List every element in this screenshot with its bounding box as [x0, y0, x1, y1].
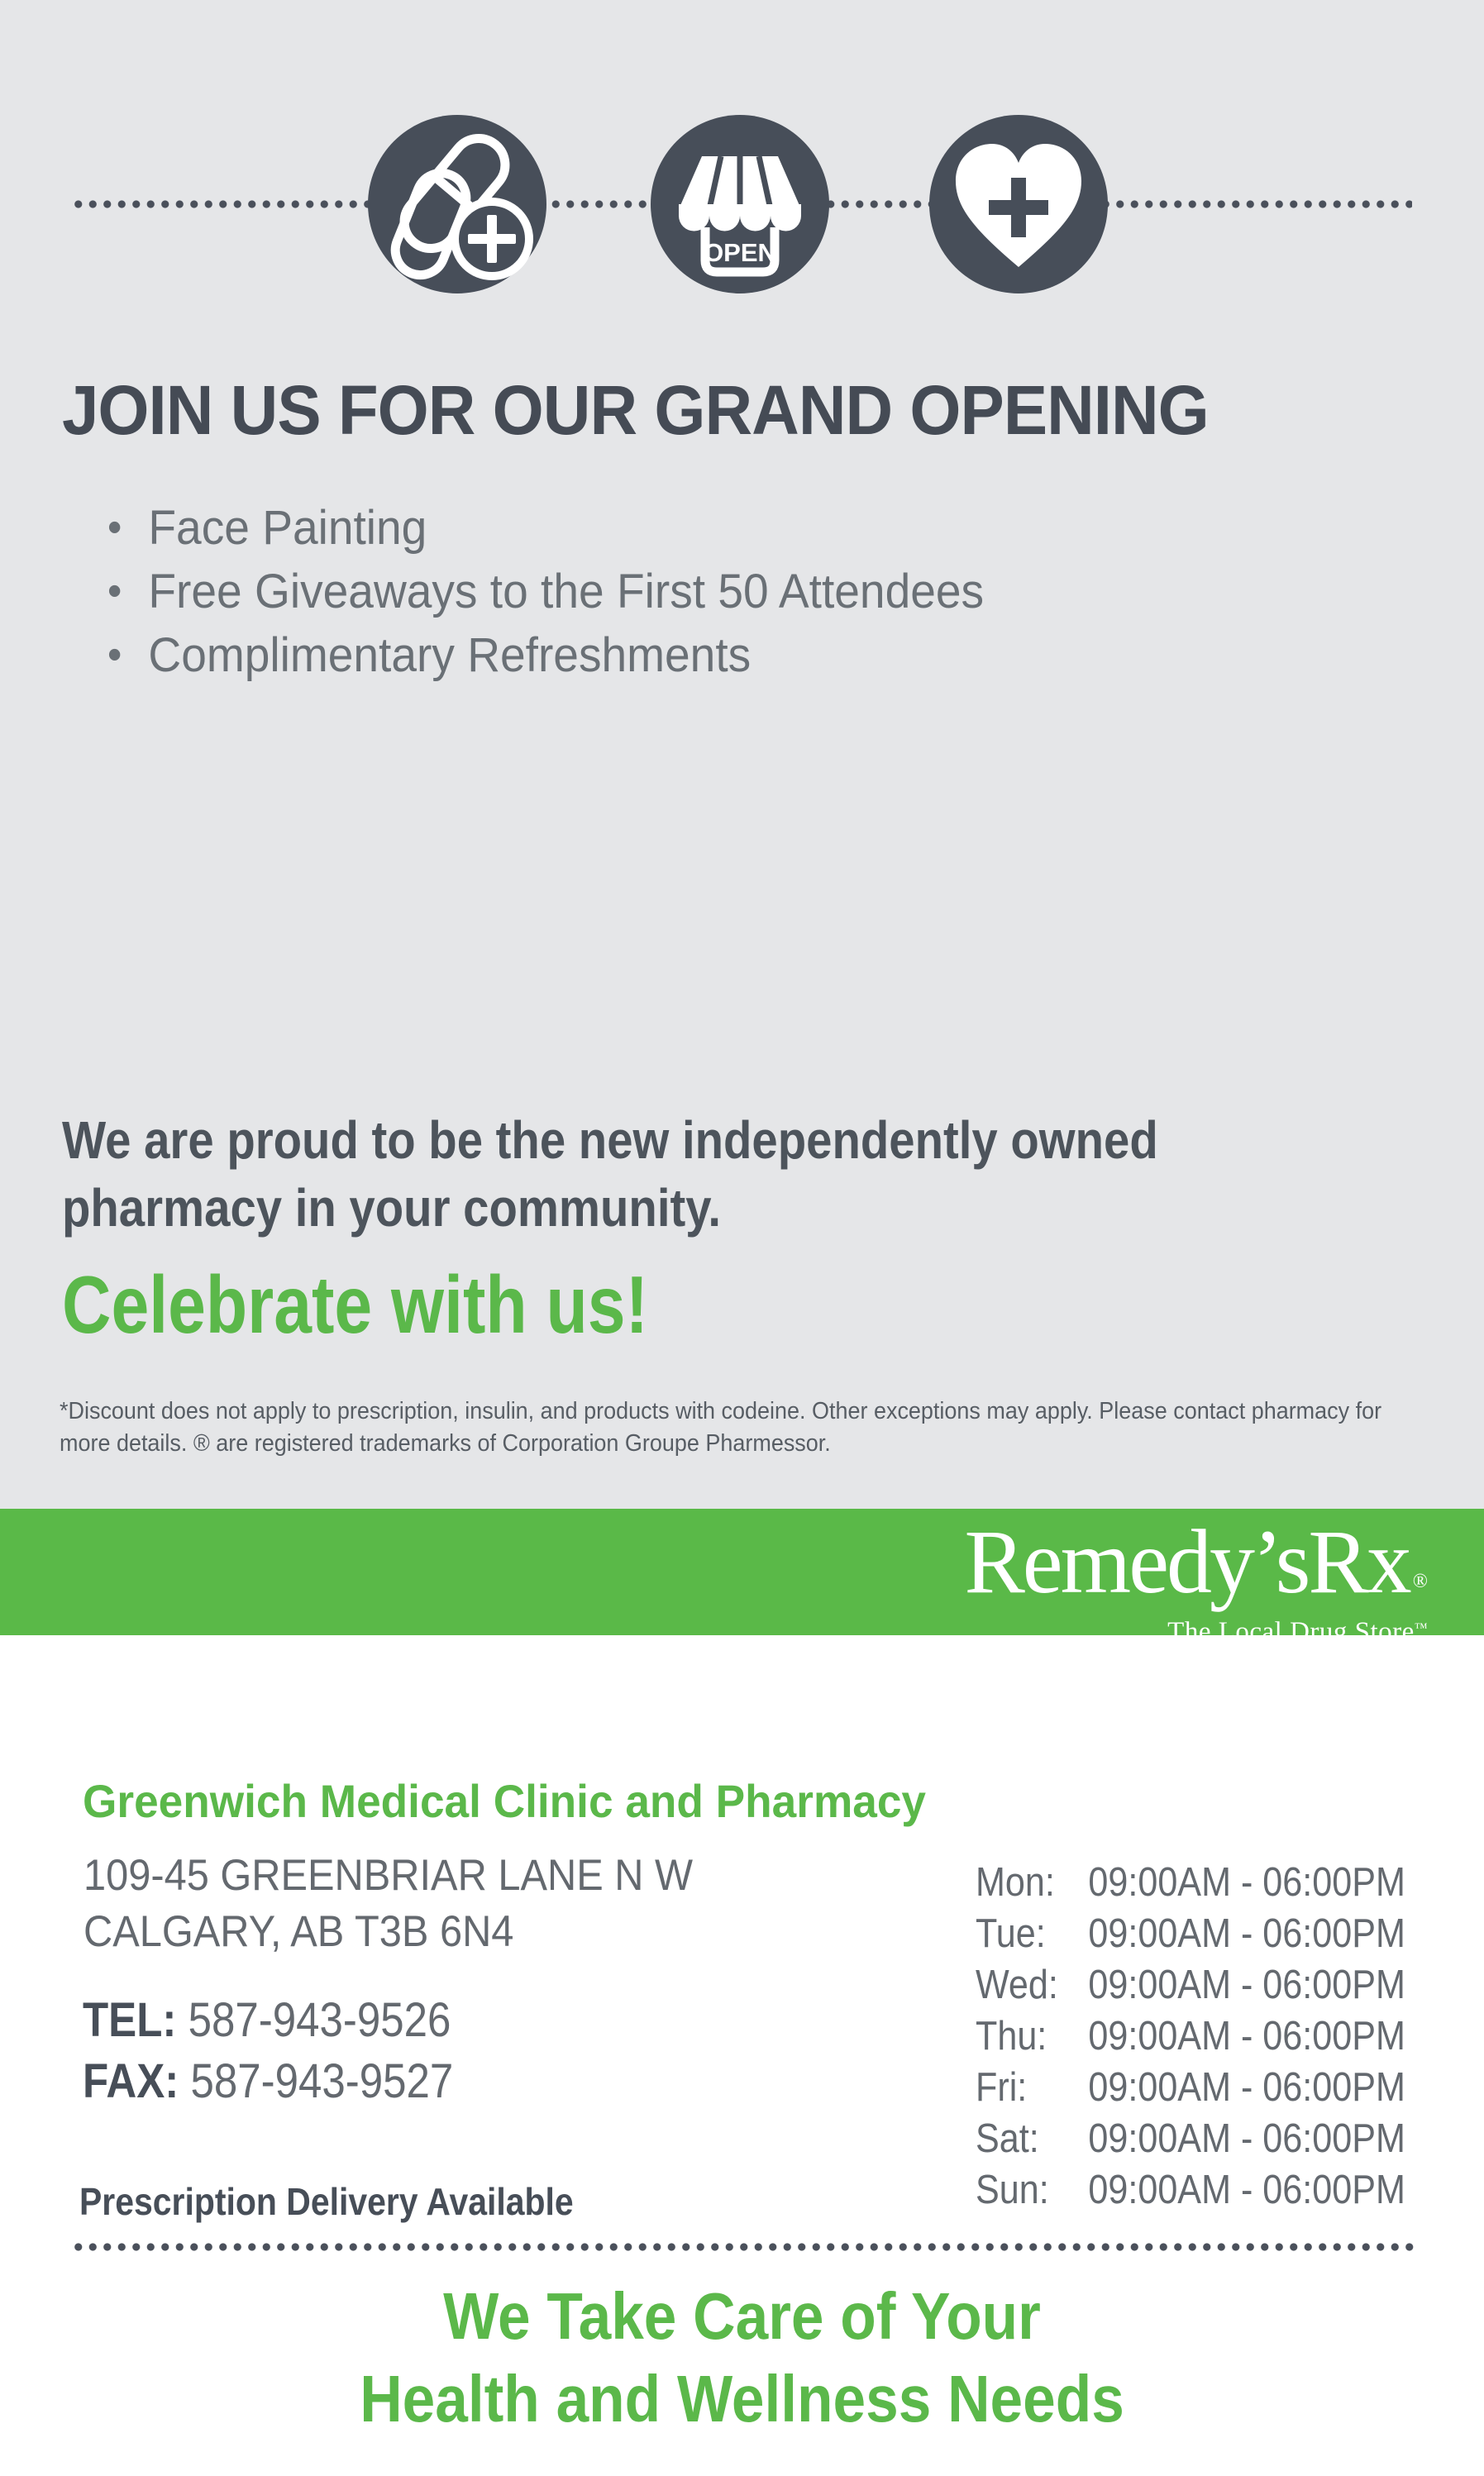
open-sign-label: OPEN	[704, 238, 776, 267]
disclaimer-text: *Discount does not apply to prescription, insulin, and products with codeine. Other exceptions may apply. Please contact pharmacy for more details. ® are registered trademarks of Corporation Groupe Pharmessor.	[60, 1398, 1382, 1457]
logo-text: Remedy’sRx	[964, 1511, 1410, 1612]
list-item	[107, 623, 984, 687]
hours-row	[976, 2011, 1405, 2062]
logo-wordmark	[964, 1511, 1428, 1632]
proud-statement-line1: We are proud to be the new independently owned	[62, 1110, 1158, 1170]
tel-row	[83, 1992, 451, 2048]
bottom-dotted-line	[71, 2241, 1414, 2253]
heart-plus-icon	[929, 115, 1108, 293]
hours-row	[976, 2164, 1405, 2216]
hours-time: 09:00AM - 06:00PM	[1088, 1911, 1405, 1956]
hours-time: 09:00AM - 06:00PM	[1088, 2065, 1405, 2110]
storefront-open-icon	[651, 115, 829, 293]
delivery-note: Prescription Delivery Available	[79, 2180, 574, 2223]
fax-row	[83, 2054, 453, 2109]
list-item-label: Complimentary Refreshments	[148, 628, 752, 682]
pill-icon-glyph	[368, 115, 546, 293]
list-item-label: Free Giveaways to the First 50 Attendees	[148, 565, 985, 618]
event-feature-list	[107, 496, 1030, 687]
hours-day: Mon:	[976, 1860, 1055, 1905]
fax-label: FAX:	[83, 2054, 179, 2108]
celebrate-heading: Celebrate with us!	[62, 1259, 649, 1350]
hours-time: 09:00AM - 06:00PM	[1088, 2014, 1405, 2059]
pill-icon	[368, 115, 546, 293]
list-item	[107, 560, 984, 623]
hours-time: 09:00AM - 06:00PM	[1088, 1860, 1405, 1905]
grand-opening-heading: JOIN US FOR OUR GRAND OPENING	[62, 371, 1209, 449]
remedysrx-logo	[964, 1511, 1428, 1650]
proud-statement	[62, 1106, 1158, 1242]
hours-row	[976, 2062, 1405, 2113]
hours-day: Sat:	[976, 2116, 1039, 2161]
registered-mark: ®	[1412, 1571, 1428, 1592]
hours-row	[976, 1959, 1405, 2011]
hours-day: Wed:	[976, 1963, 1058, 2007]
footer-tagline-line1: We Take Care of Your	[443, 2279, 1041, 2353]
hours-time: 09:00AM - 06:00PM	[1088, 1963, 1405, 2007]
tel-label: TEL:	[83, 1993, 177, 2047]
clinic-name: Greenwich Medical Clinic and Pharmacy	[83, 1775, 927, 1827]
heart-icon-glyph	[929, 115, 1108, 293]
proud-statement-line2: pharmacy in your community.	[62, 1178, 722, 1238]
list-item-label: Face Painting	[148, 501, 427, 555]
hours-day: Thu:	[976, 2014, 1047, 2059]
hours-row	[976, 1908, 1405, 1959]
hours-day: Fri:	[976, 2065, 1028, 2110]
hours-time: 09:00AM - 06:00PM	[1088, 2116, 1405, 2161]
logo-tagline-text: The Local Drug Store	[1167, 1617, 1415, 1647]
hours-day: Tue:	[976, 1911, 1046, 1956]
footer-tagline	[0, 2275, 1484, 2440]
storefront-icon-glyph	[651, 115, 829, 293]
hours-time: 09:00AM - 06:00PM	[1088, 2168, 1405, 2212]
address-line2: CALGARY, AB T3B 6N4	[84, 1907, 514, 1956]
address-line1: 109-45 GREENBRIAR LANE N W	[84, 1851, 694, 1900]
list-item	[107, 496, 984, 560]
fax-number: 587-943-9527	[190, 2054, 454, 2108]
hours-day: Sun:	[976, 2168, 1049, 2212]
trademark-mark: ™	[1414, 1621, 1428, 1635]
store-hours	[976, 1857, 1405, 2216]
hours-row	[976, 2113, 1405, 2164]
tel-number: 587-943-9526	[188, 1993, 451, 2047]
hours-row	[976, 1857, 1405, 1908]
footer-tagline-line2: Health and Wellness Needs	[360, 2362, 1124, 2435]
